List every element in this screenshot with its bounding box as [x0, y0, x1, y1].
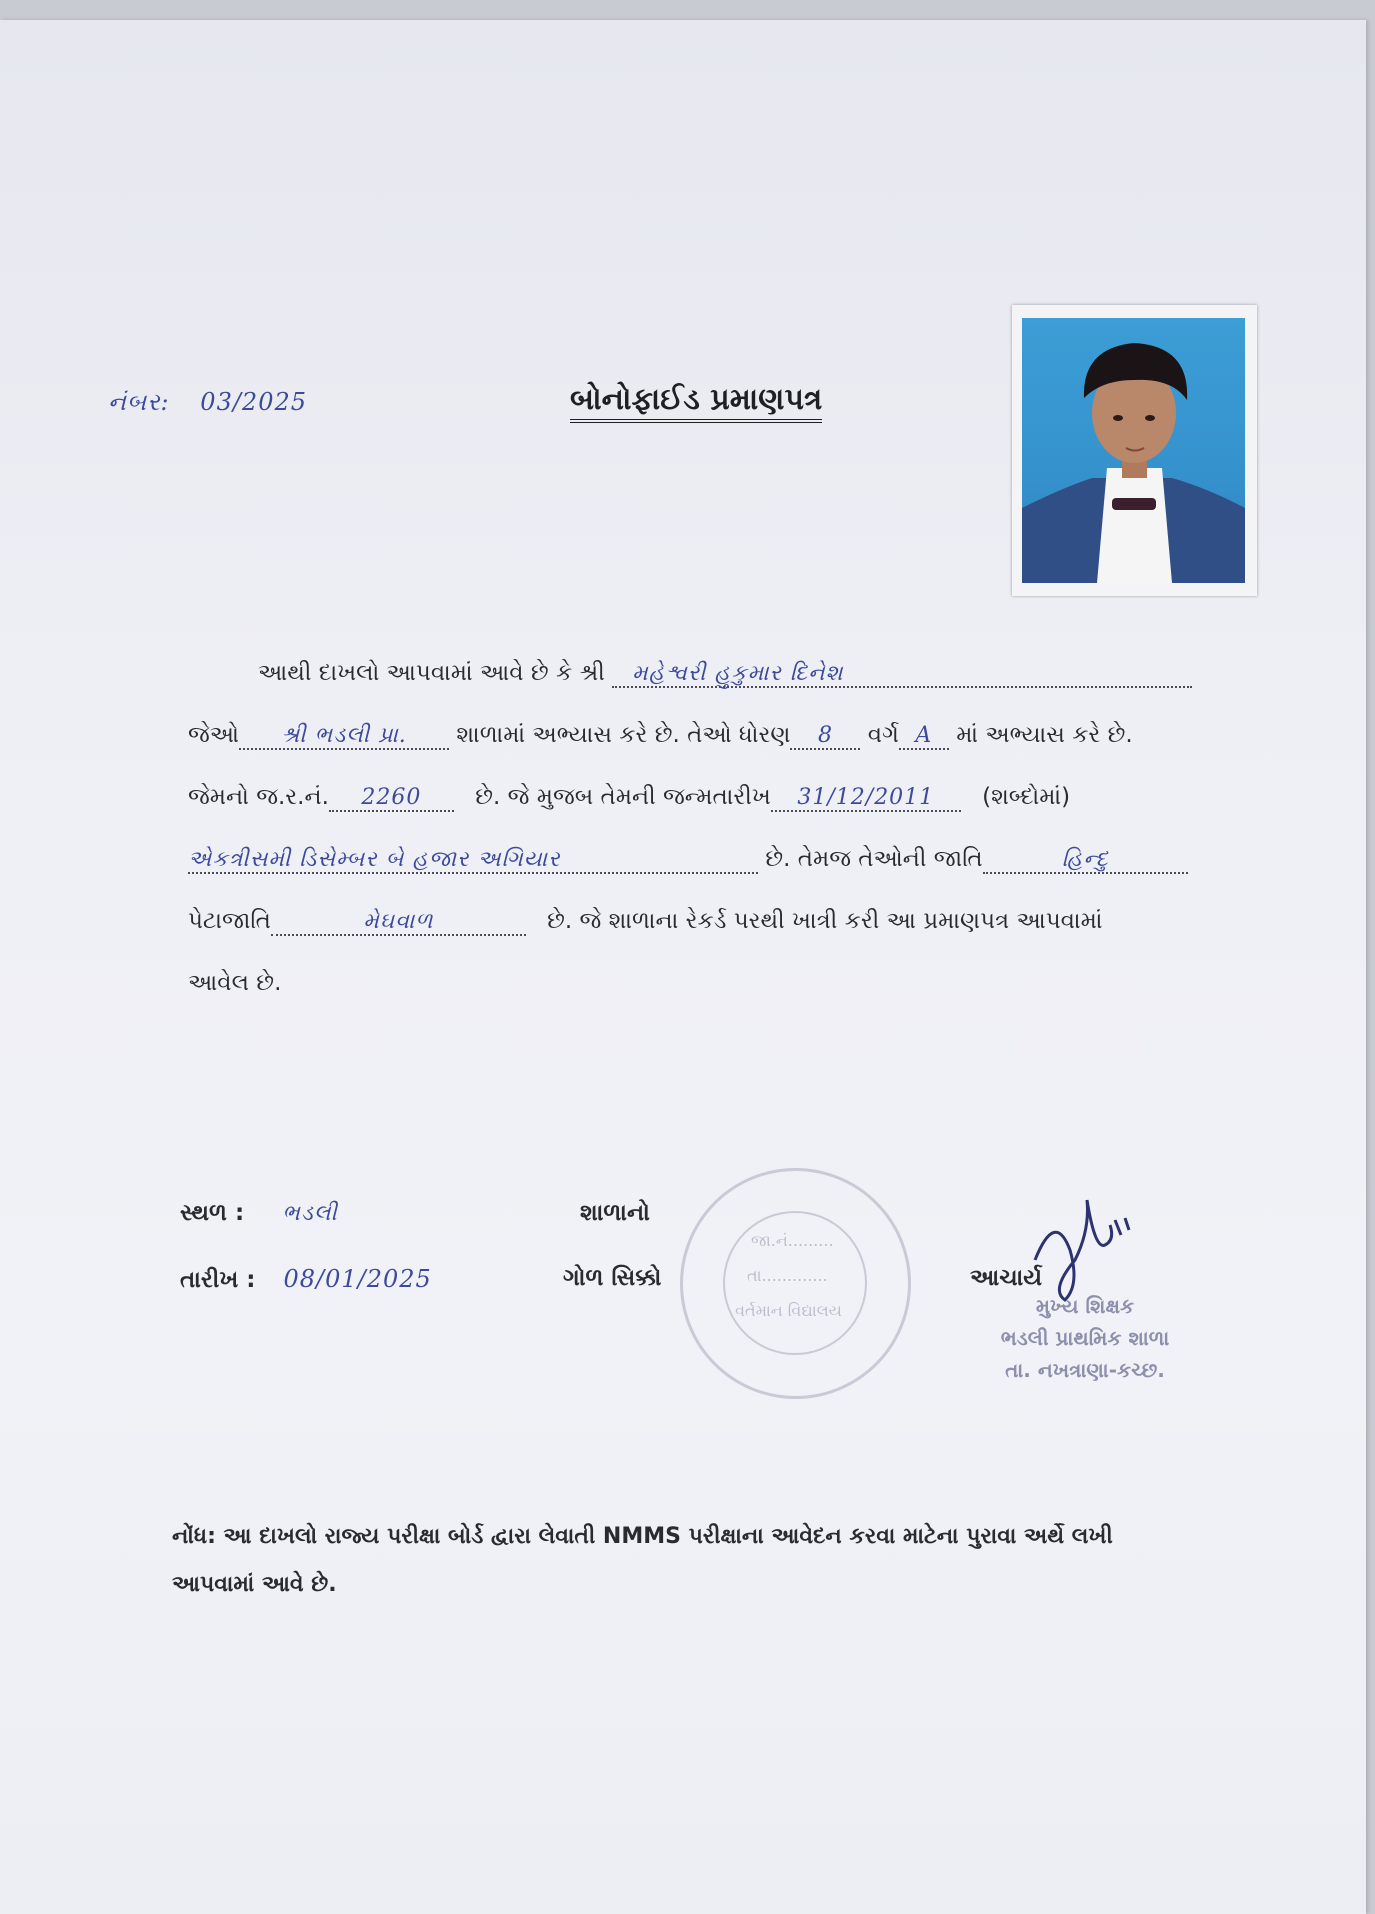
body-line-4: એકત્રીસમી ડિસેમ્બર બે હજાર અગિયાર છે. તેમજ તેઓની જાતિ હિન્દુ: [188, 846, 1188, 874]
number-label: નંબર:: [108, 388, 170, 416]
place-label: સ્થળ :: [180, 1200, 245, 1226]
seal-label-bottom: ગોળ સિક્કો: [563, 1265, 662, 1291]
sub-caste-field: મેઘવાળ: [271, 909, 526, 936]
place-row: [180, 1200, 338, 1226]
principal-label: આચાર્ય: [970, 1265, 1043, 1291]
date-value: 08/01/2025: [283, 1265, 432, 1293]
principal-stamp: [960, 1290, 1210, 1386]
seal-line-1: જા.નં.........: [751, 1231, 834, 1250]
division-field: A: [899, 723, 949, 750]
body-line-2: જેઓ શ્રી ભડલી પ્રા. શાળામાં અભ્યાસ કરે છે. તેઓ ધોરણ 8 વર્ગ A માં અભ્યાસ કરે છે.: [188, 722, 1133, 748]
principal-stamp-line-2: ભડલી પ્રાથમિક શાળા: [1000, 1326, 1170, 1350]
body-line-5: પેટાજાતિ મેઘવાળ છે. જે શાળાના રેકર્ડ પરથી ખાત્રી કરી આ પ્રમાણપત્ર આપવામાં: [188, 908, 1103, 934]
place-value: ભડલી: [282, 1201, 338, 1226]
birth-date-field: 31/12/2011: [771, 785, 961, 812]
gr-number-field: 2260: [329, 785, 454, 812]
note-line-2: આપવામાં આવે છે.: [172, 1572, 337, 1597]
note: [172, 1513, 1113, 1609]
student-portrait-image: [1022, 318, 1245, 583]
body-line-1: આથી દાખલો આપવામાં આવે છે કે શ્રી મહેશ્વરી હુકુમાર દિનેશ: [258, 660, 1192, 688]
certificate-page: [0, 20, 1366, 1914]
student-name-field: મહેશ્વરી હુકુમાર દિનેશ: [612, 661, 1192, 688]
body-line-6: આવેલ છે.: [188, 970, 282, 996]
school-round-seal: [680, 1168, 911, 1399]
date-label: તારીખ :: [180, 1267, 256, 1293]
principal-stamp-line-3: તા. નખત્રાણા-કચ્છ.: [1005, 1358, 1165, 1382]
principal-stamp-line-1: મુખ્ય શિક્ષક: [1035, 1294, 1135, 1318]
standard-field: 8: [790, 723, 860, 750]
birth-date-words-field: એકત્રીસમી ડિસેમ્બર બે હજાર અગિયાર: [188, 847, 758, 874]
body-line-3: જેમનો જ.ર.નં. 2260 છે. જે મુજબ તેમની જન્મતારીખ 31/12/2011 (શબ્દોમાં): [188, 784, 1071, 810]
school-name-field: શ્રી ભડલી પ્રા.: [239, 723, 449, 750]
seal-label-top: શાળાનો: [580, 1200, 650, 1226]
number-value: 03/2025: [200, 388, 307, 416]
seal-line-3: વર્તમાન વિદ્યાલય: [735, 1301, 842, 1320]
date-row: [180, 1265, 432, 1293]
caste-field: હિન્દુ: [983, 847, 1188, 874]
seal-line-2: તા.............: [747, 1266, 828, 1285]
certificate-title: બોનોફાઈડ પ્રમાણપત્ર: [570, 382, 822, 423]
note-line-1: નોંધ: આ દાખલો રાજ્ય પરીક્ષા બોર્ડ દ્વારા લેવાતી NMMS પરીક્ષાના આવેદન કરવા માટેના પુરાવા અર્થે લખી: [172, 1524, 1113, 1549]
student-photo: [1022, 318, 1245, 583]
student-photo-frame: [1012, 305, 1257, 596]
certificate-number: [108, 388, 307, 416]
